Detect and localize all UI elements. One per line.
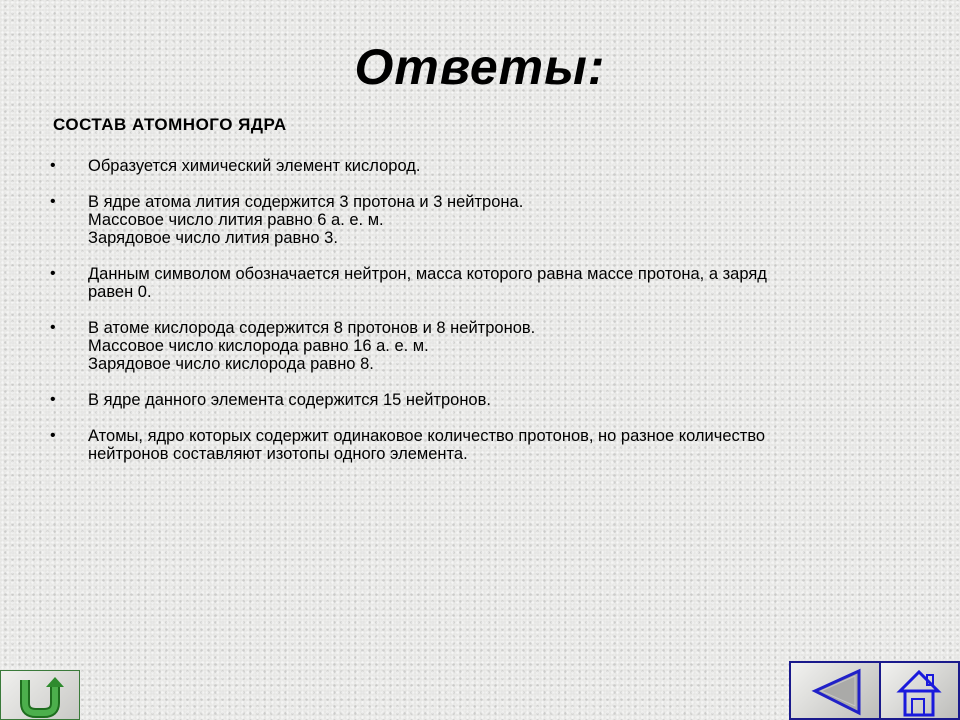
back-button[interactable]: [0, 670, 80, 720]
answer-line: В ядре атома лития содержится 3 протона и 3 нейтрона.: [88, 193, 524, 211]
home-button[interactable]: [879, 661, 960, 720]
answer-item: [50, 319, 890, 373]
answer-item: [50, 427, 890, 463]
answer-line: равен 0.: [88, 283, 152, 301]
answer-line: нейтронов составляют изотопы одного элемента.: [88, 445, 468, 463]
answer-item: [50, 391, 890, 409]
bullet: •: [50, 427, 56, 444]
answer-line: Зарядовое число лития равно 3.: [88, 229, 338, 247]
bullet: •: [50, 391, 56, 408]
answer-line: Данным символом обозначается нейтрон, масса которого равна массе протона, а заряд: [88, 265, 767, 283]
answers-list: [50, 157, 890, 481]
answer-line: Зарядовое число кислорода равно 8.: [88, 355, 374, 373]
bullet: •: [50, 157, 56, 174]
answer-line: Образуется химический элемент кислород.: [88, 157, 421, 175]
house-icon: [881, 663, 958, 718]
prev-slide-button[interactable]: [789, 661, 881, 720]
bullet: •: [50, 265, 56, 282]
slide-title: Ответы:: [354, 39, 606, 95]
answer-line: Атомы, ядро которых содержит одинаковое количество протонов, но разное количество: [88, 427, 766, 445]
answer-item: [50, 193, 890, 247]
return-arrow-icon: [1, 671, 79, 719]
answer-line: Массовое число лития равно 6 а. е. м.: [88, 211, 384, 229]
answer-line: В атоме кислорода содержится 8 протонов и 8 нейтронов.: [88, 319, 536, 337]
answer-line: В ядре данного элемента содержится 15 нейтронов.: [88, 391, 491, 409]
bullet: •: [50, 193, 56, 210]
triangle-left-icon: [791, 663, 879, 718]
bullet: •: [50, 319, 56, 336]
section-heading: СОСТАВ АТОМНОГО ЯДРА: [53, 115, 287, 134]
answer-item: [50, 157, 890, 175]
answer-line: Массовое число кислорода равно 16 а. е. м.: [88, 337, 429, 355]
answer-item: [50, 265, 890, 301]
